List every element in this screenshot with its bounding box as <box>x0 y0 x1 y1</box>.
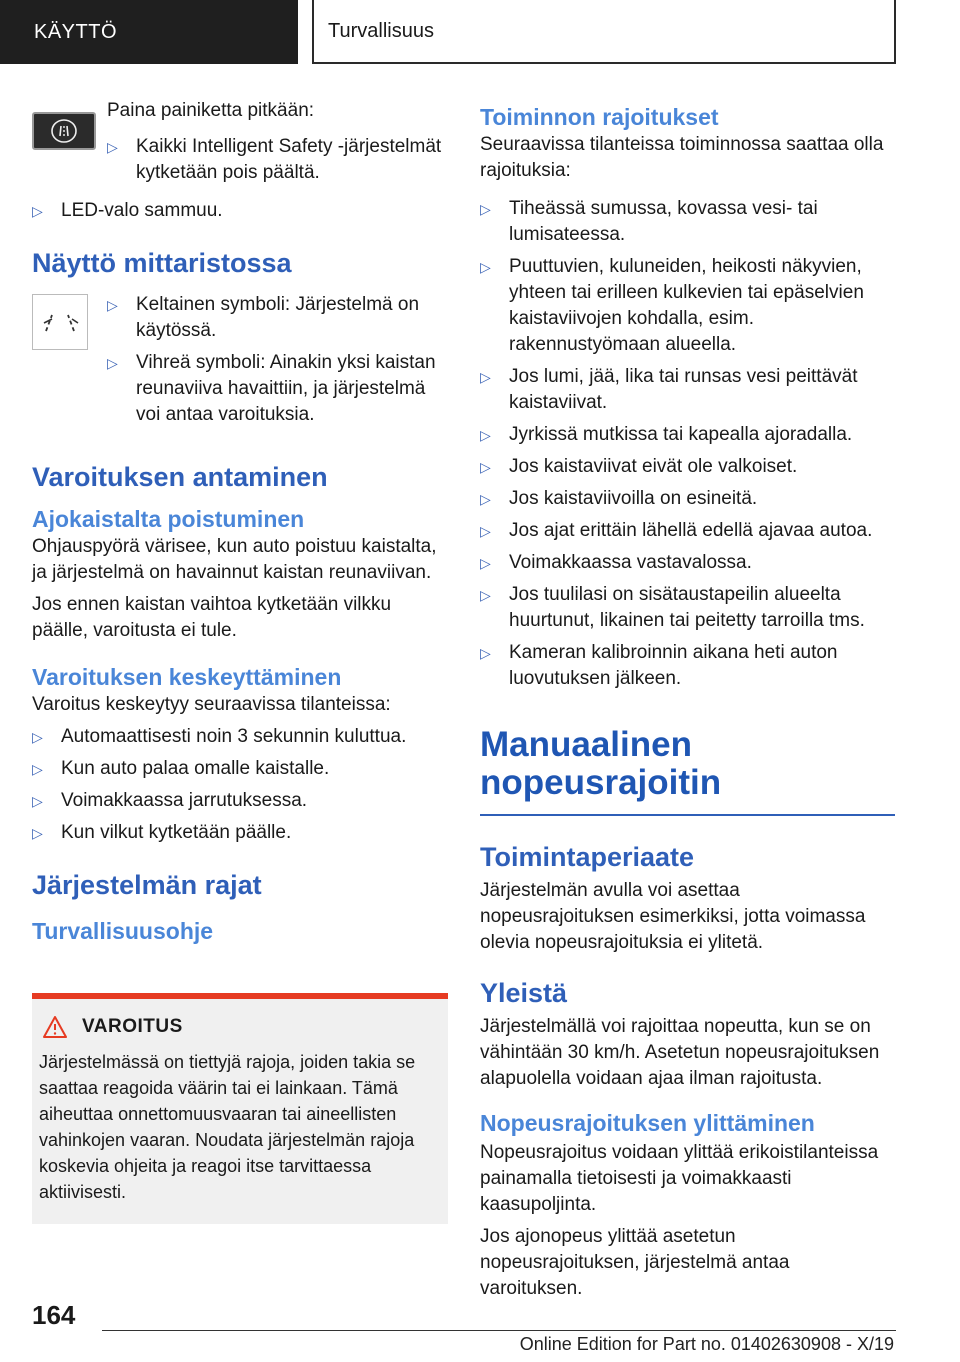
chapter-divider <box>480 814 895 816</box>
bullet-triangle-icon: ▷ <box>480 491 491 507</box>
bullet-triangle-icon: ▷ <box>32 203 43 219</box>
footer-edition: Online Edition for Part no. 01402630908 - X/19 <box>519 1334 894 1354</box>
left-column <box>32 98 448 946</box>
bullet-triangle-icon: ▷ <box>32 729 43 745</box>
paragraph: Varoitus keskeytyy seuraavissa tilanteissa: <box>32 694 391 715</box>
warning-title: VAROITUS <box>39 1015 433 1039</box>
warning-triangle-icon <box>42 1015 68 1039</box>
list-item: ▷ Voimakkaassa jarrutuksessa. <box>32 788 448 814</box>
bullet-triangle-icon: ▷ <box>107 297 118 313</box>
list-item: ▷ Jos tuulilasi on sisätaustapeilin alueelta huurtunut, likainen tai peitetty tarroilla tms. <box>480 584 865 631</box>
right-column <box>480 102 895 1308</box>
list-item: ▷ Automaattisesti noin 3 sekunnin kuluttua. <box>32 724 448 750</box>
bullet-triangle-icon: ▷ <box>480 587 491 603</box>
button-instruction <box>32 98 448 192</box>
subsection-heading: Ajokaistalta poistuminen <box>32 506 305 532</box>
list-item: ▷ Jos lumi, jää, lika tai runsas vesi peittävät kaistaviivat. <box>480 366 858 413</box>
bullet-triangle-icon: ▷ <box>480 555 491 571</box>
section-heading: Yleistä <box>480 978 568 1008</box>
bullet-triangle-icon: ▷ <box>32 793 43 809</box>
header-topic: Turvallisuus <box>312 0 896 64</box>
subsection-heading: Toiminnon rajoitukset <box>480 104 719 130</box>
section-heading: Toimintaperiaate <box>480 842 695 872</box>
list-item: ▷ LED-valo sammuu. <box>32 198 448 224</box>
bullet-triangle-icon: ▷ <box>480 369 491 385</box>
bullet-triangle-icon: ▷ <box>480 259 491 275</box>
list-item: ▷ Vihreä symboli: Ainakin yksi kaistan reunaviiva havaittiin, ja järjestelmä voi antaa varoituksia. <box>107 352 436 425</box>
bullet-triangle-icon: ▷ <box>480 523 491 539</box>
page-number: 164 <box>32 1300 76 1330</box>
list-item: ▷ Voimakkaassa vastavalossa. <box>480 550 895 576</box>
paragraph: Järjestelmän avulla voi asettaa nopeusrajoituksen esimerkiksi, jotta voimassa olevia nopeusrajoituksia ei ylitetä. <box>480 880 866 953</box>
list-item: ▷ Kun auto palaa omalle kaistalle. <box>32 756 448 782</box>
warning-box <box>32 993 448 1224</box>
list-item: ▷ Puuttuvien, kuluneiden, heikosti näkyvien, yhteen tai erilleen kulkevien tai epäselvien kaistaviivojen kohdalla, esim. rakennustyömaan alueella. <box>480 256 864 355</box>
lane-symbol-icon <box>32 294 88 350</box>
header-section: KÄYTTÖ <box>0 0 298 64</box>
bullet-triangle-icon: ▷ <box>32 825 43 841</box>
list-item: ▷ Kaikki Intelligent Safety -järjestelmät kytketään pois päältä. <box>107 136 442 183</box>
section-heading: Varoituksen antaminen <box>32 462 328 492</box>
subsection-heading: Varoituksen keskeyttäminen <box>32 664 342 690</box>
list-item: ▷ Jyrkissä mutkissa tai kapealla ajoradalla. <box>480 422 895 448</box>
chapter-title-line2: nopeusrajoitin <box>480 763 722 802</box>
bullet-triangle-icon: ▷ <box>480 427 491 443</box>
bullet-triangle-icon: ▷ <box>107 139 118 155</box>
subsection-heading: Turvallisuusohje <box>32 918 214 944</box>
chapter-title-line1: Manuaalinen <box>480 725 692 764</box>
chapter-heading <box>480 726 895 816</box>
bullet-triangle-icon: ▷ <box>480 201 491 217</box>
paragraph: Ohjauspyörä värisee, kun auto poistuu kaistalta, ja järjestelmä on havainnut kaistan reunaviivan. <box>32 536 437 583</box>
lane-assist-button-icon <box>32 112 96 150</box>
bullet-triangle-icon: ▷ <box>107 355 118 371</box>
subsection-heading: Nopeusrajoituksen ylittäminen <box>480 1110 815 1136</box>
list-item: ▷ Jos ajat erittäin lähellä edellä ajavaa autoa. <box>480 518 895 544</box>
list-item: ▷ Tiheässä sumussa, kovassa vesi- tai lumisateessa. <box>480 198 818 245</box>
section-heading: Näyttö mittaristossa <box>32 248 292 278</box>
list-item: ▷ Jos kaistaviivat eivät ole valkoiset. <box>480 454 895 480</box>
paragraph: Jos ennen kaistan vaihtoa kytketään vilkku päälle, varoitusta ei tule. <box>32 594 392 641</box>
intro-text: Paina painiketta pitkään: <box>107 100 315 121</box>
display-symbols <box>32 292 448 434</box>
section-heading: Järjestelmän rajat <box>32 870 262 900</box>
bullet-triangle-icon: ▷ <box>32 761 43 777</box>
footer-divider <box>102 1330 896 1331</box>
paragraph: Järjestelmällä voi rajoittaa nopeutta, kun se on vähintään 30 km/h. Asetetun nopeusrajoituksen alapuolella voidaan ajaa ilman rajoitusta. <box>480 1016 880 1089</box>
paragraph: Nopeusrajoitus voidaan ylittää erikoistilanteissa painamalla tietoisesti ja voimakkaasti kaasupoljinta. <box>480 1142 879 1215</box>
list-item: ▷ Kameran kalibroinnin aikana heti auton luovutuksen jälkeen. <box>480 642 838 689</box>
bullet-triangle-icon: ▷ <box>480 645 491 661</box>
list-item: ▷ Keltainen symboli: Järjestelmä on käytössä. <box>107 294 420 341</box>
list-item: ▷ Jos kaistaviivoilla on esineitä. <box>480 486 895 512</box>
paragraph: Seuraavissa tilanteissa toiminnossa saattaa olla rajoituksia: <box>480 134 884 181</box>
paragraph: Jos ajonopeus ylittää asetetun nopeusrajoituksen, järjestelmä antaa varoituksen. <box>480 1226 790 1299</box>
bullet-triangle-icon: ▷ <box>480 459 491 475</box>
warning-text: Järjestelmässä on tiettyjä rajoja, joiden takia se saattaa reagoida väärin tai ei lainkaan. Tämä aiheuttaa onnettomuusvaaran tai aineellisten vahinkojen vaaran. Noudata järjestelmän rajoja koskevia ohjeita ja reagoi itse tarvittaessa aktiivisesti. <box>39 1052 416 1202</box>
list-item: ▷ Kun vilkut kytketään päälle. <box>32 820 448 846</box>
